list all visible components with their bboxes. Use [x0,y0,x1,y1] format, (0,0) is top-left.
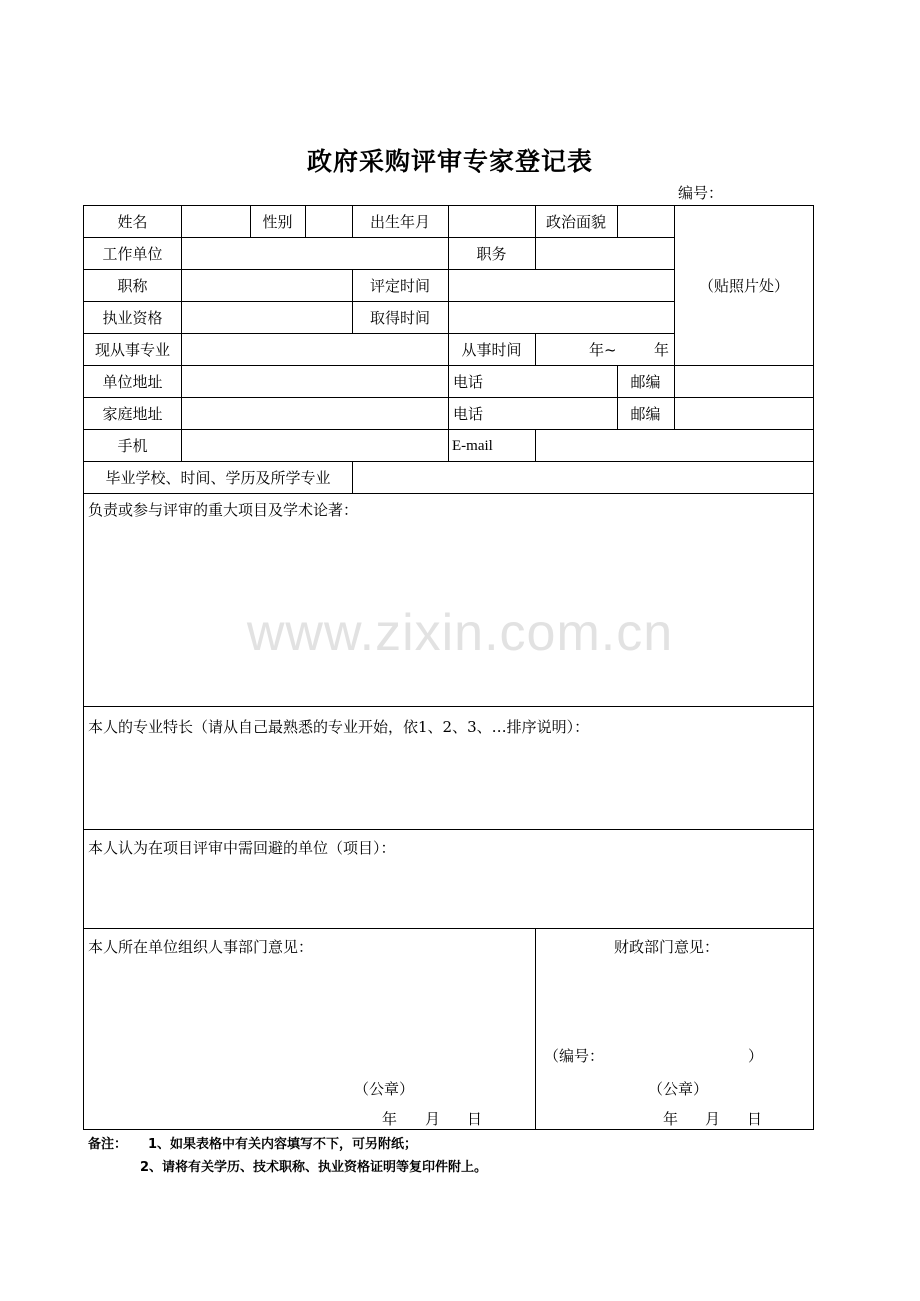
year-to-label: 年 [654,341,670,359]
job-position-label: 职务 [476,245,507,263]
current-major-field[interactable] [182,334,448,365]
home-phone-label: 电话 [453,405,484,423]
mobile-field[interactable] [182,430,448,461]
engaged-time-label: 从事时间 [461,341,522,359]
work-address-label: 单位地址 [102,373,163,391]
obtained-time-field[interactable] [449,302,674,333]
work-address-field[interactable] [182,366,448,397]
note-item-1: 1、如果表格中有关内容填写不下，可另附纸； [148,1137,418,1152]
employer-label: 工作单位 [102,245,163,263]
education-field[interactable] [353,462,813,493]
date-left-year: 年 [382,1110,398,1128]
seal-right: （公章） [648,1080,709,1098]
birth-date-label: 出生年月 [369,213,430,231]
email-label: E-mail [452,438,493,454]
serial-number-label: 编号： [678,184,724,202]
registration-form [83,205,814,1130]
mobile-label: 手机 [117,437,148,455]
notes-label: 备注： [88,1137,128,1152]
work-postcode-label: 邮编 [630,373,661,391]
form-title: 政府采购评审专家登记表 [306,147,593,176]
gender-field[interactable] [306,206,352,237]
birth-date-field[interactable] [449,206,535,237]
qualification-label: 执业资格 [102,309,163,327]
work-postcode-field[interactable] [675,366,813,397]
date-right-month: 月 [705,1110,721,1128]
home-address-field[interactable] [182,398,448,429]
watermark: www.zixin.com.cn [246,604,674,662]
employer-field[interactable] [182,238,448,269]
note-item-2: 2、请将有关学历、技术职称、执业资格证明等复印件附上。 [140,1160,488,1175]
seal-left: （公章） [354,1080,415,1098]
finance-serial-close: ） [748,1047,764,1065]
specialty-label: 本人的专业特长（请从自己最熟悉的专业开始，依1、2、3、…排序说明）： [88,718,590,736]
current-major-label: 现从事专业 [94,341,170,359]
home-postcode-label: 邮编 [630,405,661,423]
date-left-month: 月 [425,1110,441,1128]
finance-serial-label: （编号： [544,1047,605,1065]
gender-label: 性别 [262,213,293,231]
name-field[interactable] [182,206,250,237]
work-phone-label: 电话 [453,373,484,391]
date-right-day: 日 [747,1110,763,1128]
date-left-day: 日 [467,1110,483,1128]
professional-title-field[interactable] [182,270,352,301]
political-status-field[interactable] [618,206,674,237]
rated-time-label: 评定时间 [369,277,430,295]
name-label: 姓名 [117,213,148,231]
avoid-units-label: 本人认为在项目评审中需回避的单位（项目）： [88,839,396,857]
finance-opinion-label: 财政部门意见： [614,938,720,956]
qualification-field[interactable] [182,302,352,333]
year-from-label: 年~ [589,341,617,359]
projects-label: 负责或参与评审的重大项目及学术论著： [88,501,359,519]
home-postcode-field[interactable] [675,398,813,429]
political-status-label: 政治面貌 [545,213,606,231]
date-right-year: 年 [663,1110,679,1128]
education-label: 毕业学校、时间、学历及所学专业 [105,469,331,487]
hr-opinion-label: 本人所在单位组织人事部门意见： [88,938,314,956]
email-field[interactable] [536,430,813,461]
professional-title-label: 职称 [117,277,148,295]
job-position-field[interactable] [536,238,674,269]
rated-time-field[interactable] [449,270,674,301]
home-address-label: 家庭地址 [102,405,163,423]
obtained-time-label: 取得时间 [369,309,430,327]
photo-placeholder[interactable]: （贴照片处） [698,277,789,295]
